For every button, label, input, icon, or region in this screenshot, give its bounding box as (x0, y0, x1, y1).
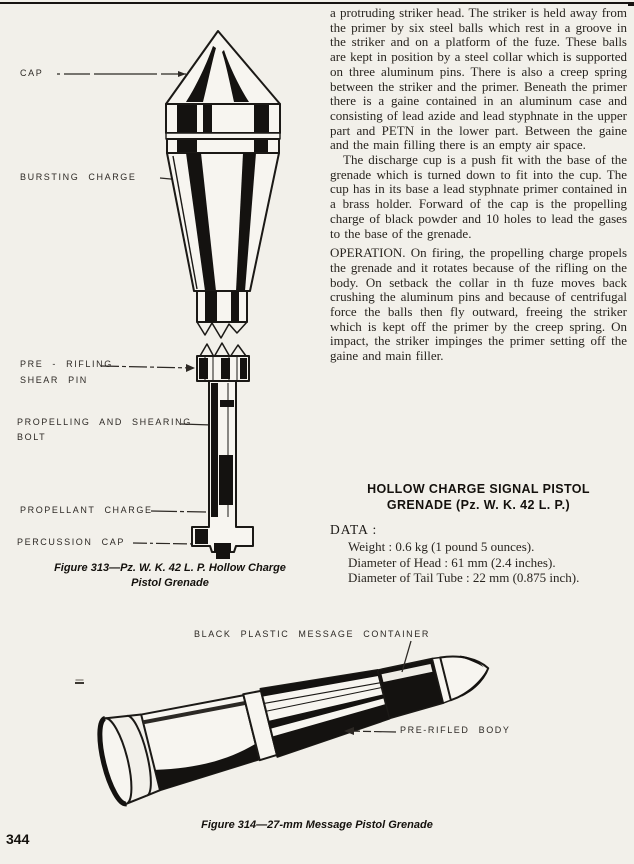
grenade-bands (166, 104, 280, 153)
page-number: 344 (6, 831, 30, 847)
label-pre-rifling: PRE - RIFLING (20, 359, 113, 369)
grenade-body-taper (167, 153, 279, 291)
data-item-tail-diameter: Diameter of Tail Tube : 22 mm (0.875 inch). (348, 570, 580, 586)
figure314-caption: Figure 314—27-mm Message Pistol Grenade (201, 819, 433, 831)
section-heading-line2: GRENADE (Pz. W. K. 42 L. P.) (386, 498, 571, 512)
label-bolt: BOLT (17, 432, 47, 442)
figure313-caption-line1: Figure 313—Pz. W. K. 42 L. P. Hollow Charge (54, 562, 286, 574)
figure313-caption (25, 561, 315, 591)
label-bursting-charge: BURSTING CHARGE (20, 172, 137, 182)
label-propelling: PROPELLING AND SHEARING (17, 417, 192, 427)
data-item-head-diameter: Diameter of Head : 61 mm (2.4 inches). (348, 554, 556, 570)
paragraph-operation: OPERATION. On firing, the propelling charge propels the grenade and it rotates because of the rifling on the body. On setback the collar in th fuze moves back crushing the aluminum pins and because of centrifugal force the balls then fly outward, freeing the striker which is kept off the primer by the creep spring. On impact, the striker impinges the primer setting off the gaine and main filler. (330, 245, 627, 364)
section-heading-line1: HOLLOW CHARGE SIGNAL PISTOL (367, 482, 590, 496)
paragraph-striker: a protruding striker head. The striker is held away from the primer by six steel balls which rest in a groove in the striker and on a platform of the fuze. These balls are kept in position by a steel collar which is supported on three aluminum pins. There is also a creep spring between the striker and the primer. Beneath the primer there is a gaine contained in an aluminum case and consisting of lead azide and lead styphnate in the upper part and PETN in the lower part. Between the gaine and the main filling there is an empty air space. (330, 5, 627, 153)
figure313-caption-line2: Pistol Grenade (131, 577, 209, 589)
scan-speck (75, 682, 84, 684)
label-message-container: BLACK PLASTIC MESSAGE CONTAINER (194, 629, 430, 639)
figure313-drawing (57, 31, 280, 559)
label-propellant-charge: PROPELLANT CHARGE (20, 505, 153, 515)
pre-rifled-body-shape (260, 660, 391, 756)
label-percussion-cap: PERCUSSION CAP (17, 537, 125, 547)
data-label: DATA : (330, 522, 378, 537)
shear-pin-arrowhead (186, 364, 195, 372)
label-cap: CAP (20, 68, 44, 78)
signal-grenade-section (330, 481, 627, 586)
body-text-column (330, 6, 627, 364)
nose-cap-shape (440, 647, 493, 700)
data-item-weight: Weight : 0.6 kg (1 pound 5 ounces). (348, 539, 535, 554)
label-shear-pin: SHEAR PIN (20, 375, 88, 385)
grenade-tail (192, 343, 253, 559)
grenade-base-cylinder (197, 291, 247, 338)
figure314-drawing (93, 626, 499, 807)
label-pre-rifled-body: PRE-RIFLED BODY (400, 725, 511, 735)
paragraph-discharge: The discharge cup is a push fit with the base of the grenade which is turned down to fit into the cup. The cup has in its base a lead styphnate primer contained in a brass holder. Forward of the cap is the propelling charge of black powder and 10 holes to lead the gases to the base of the grenade. (330, 152, 627, 241)
grenade-cap-cone (166, 31, 280, 104)
data-list (330, 539, 627, 586)
